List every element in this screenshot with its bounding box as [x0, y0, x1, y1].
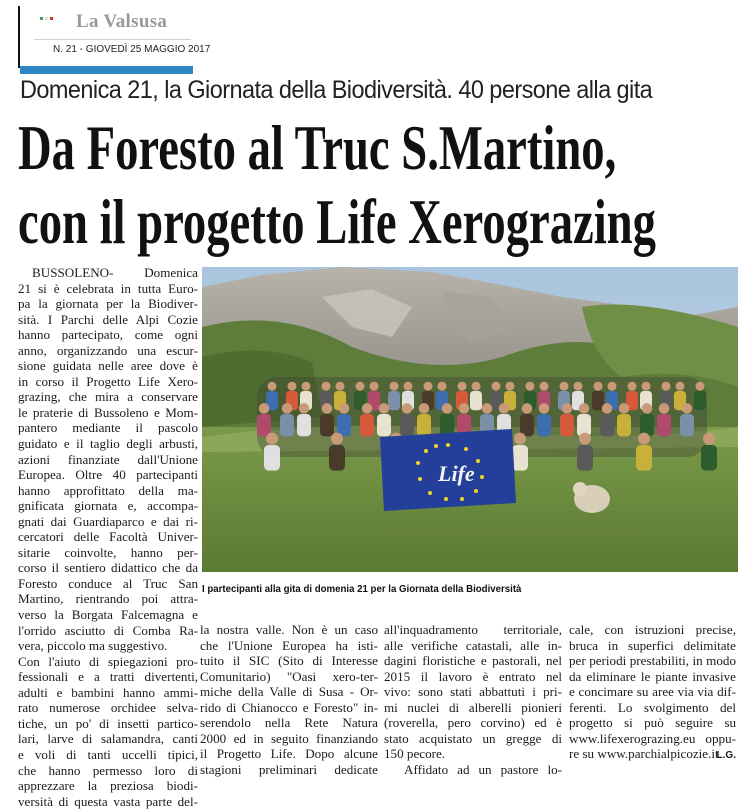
person-figure	[577, 445, 593, 471]
masthead-blue-rule	[20, 66, 193, 74]
person-head	[514, 433, 526, 445]
text-line: gnati dai Guardiaparco e dai ri-	[18, 513, 198, 529]
person-head	[682, 403, 693, 414]
person-head	[336, 382, 345, 391]
text-line: rato numerose orchidee selva-	[18, 700, 198, 716]
text-line: serendolo nella Rete Natura	[200, 715, 378, 731]
text-line: stagioni preliminari dedicate	[200, 761, 378, 777]
text-line: lari, larve di salamandra, canti	[18, 731, 198, 747]
text-line: 150 pecore.	[384, 746, 446, 762]
person-figure	[264, 445, 280, 471]
person-figure	[470, 391, 482, 410]
text-line: grazing, che mira a conservare	[18, 389, 198, 405]
person-head	[562, 403, 573, 414]
person-head	[602, 403, 613, 414]
person-head	[642, 382, 651, 391]
text-line: da eliminare le piante invasive	[569, 668, 736, 684]
text-line: cercatori delle Facoltà Univer-	[18, 529, 198, 545]
person-figure	[280, 414, 294, 436]
text-line: re su www.parchialpicozie.it.	[569, 746, 722, 762]
text-line: miche della Valle di Susa - Or-	[200, 684, 378, 700]
person-head	[662, 382, 671, 391]
person-head	[259, 403, 270, 414]
text-line: 21 si è celebrata in tutta Euro-	[18, 280, 198, 296]
text-line: vera, piccolo ma suggestivo.	[18, 638, 168, 654]
person-figure	[537, 414, 551, 436]
person-head	[288, 382, 297, 391]
person-head	[419, 403, 430, 414]
text-line: e voli di tanti uccelli tipici,	[18, 746, 198, 762]
text-line: pa la giornata per la Biodiver-	[18, 296, 198, 312]
person-head	[659, 403, 670, 414]
photo-caption: I partecipanti alla gita di domenia 21 per la Giornata della Biodiversità	[202, 583, 522, 595]
text-line: le praterie di Bussoleno e Mom-	[18, 404, 198, 420]
issue-date: N. 21 - GIOVEDÌ 25 MAGGIO 2017	[53, 44, 211, 55]
person-head	[703, 433, 715, 445]
person-head	[540, 382, 549, 391]
article-column-1	[18, 265, 198, 809]
masthead-divider	[34, 39, 191, 40]
person-head	[459, 403, 470, 414]
text-line: adulti e bambini hanno ammi-	[18, 684, 198, 700]
person-head	[492, 382, 501, 391]
person-figure	[360, 414, 374, 436]
text-line: Europea. Oltre 40 partecipanti	[18, 467, 198, 483]
eu-life-flag	[380, 429, 516, 511]
person-figure	[388, 391, 400, 410]
person-head	[438, 382, 447, 391]
person-head	[458, 382, 467, 391]
text-line: 2000 ed in seguito finanziando	[200, 730, 378, 746]
article-title-line-1: Da Foresto al Truc S.Martino,	[18, 113, 617, 183]
text-line: hanno approfittato della ma-	[18, 482, 198, 498]
person-head	[356, 382, 365, 391]
person-head	[424, 382, 433, 391]
person-head	[574, 382, 583, 391]
text-line: dagini floristiche e pastorali, nel	[384, 653, 562, 669]
text-line: sione guidata nelle aree dove è	[18, 358, 198, 374]
article-column-2	[200, 622, 378, 777]
person-figure	[377, 414, 391, 436]
person-figure	[680, 414, 694, 436]
italian-flag-icon	[40, 17, 53, 20]
text-line: tuito il SIC (Sito di Interesse	[200, 653, 378, 669]
text-line: gnificata giornata e, accompa-	[18, 498, 198, 514]
flag-life-text: Life	[438, 461, 475, 486]
text-line: progetto si può seguire su	[569, 715, 736, 731]
text-line: sità. I Parchi delle Alpi Cozie	[18, 311, 198, 327]
person-head	[268, 382, 277, 391]
article-column-3	[384, 622, 562, 777]
group-photo	[202, 267, 738, 572]
person-head	[619, 403, 630, 414]
person-head	[594, 382, 603, 391]
masthead	[18, 6, 211, 68]
article-column-4	[569, 622, 736, 762]
person-head	[442, 403, 453, 414]
person-figure	[320, 414, 334, 436]
person-head	[390, 382, 399, 391]
person-head	[676, 382, 685, 391]
person-head	[560, 382, 569, 391]
text-line: la nostra valle. Non è un caso	[200, 622, 378, 637]
text-line: rido di Chianocco e Foresto" in-	[200, 699, 378, 715]
text-line: Con l'aiuto di spiegazioni pro-	[18, 653, 198, 669]
author-signature: L.G.	[716, 750, 736, 761]
person-head	[642, 403, 653, 414]
person-figure	[512, 445, 528, 471]
text-line: bruca in superfici delimitate	[569, 637, 736, 653]
text-line: BUSSOLENO- Domenica	[32, 265, 198, 280]
person-head	[362, 403, 373, 414]
text-line: vivo: sono stati abbattuti i pri-	[384, 684, 562, 700]
person-head	[696, 382, 705, 391]
person-figure	[600, 414, 614, 436]
text-line: stato acquistato un gregge di	[384, 730, 562, 746]
text-line: in corso il Progetto Life Xero-	[18, 373, 198, 389]
text-line: versità di questa vasta parte del-	[18, 793, 198, 809]
text-line: www.lifexerograzing.eu oppu-	[569, 730, 736, 746]
person-head	[302, 382, 311, 391]
person-figure	[617, 414, 631, 436]
person-head	[339, 403, 350, 414]
text-line: corso il sentiero didattico che da	[18, 560, 198, 576]
person-head	[379, 403, 390, 414]
text-line: Foresto conduce al Truc San	[18, 575, 198, 591]
text-line: l'orrido asciutto di Comba Ra-	[18, 622, 198, 638]
person-head	[522, 403, 533, 414]
text-line: all'inquadramento territoriale,	[384, 622, 562, 637]
text-line: verso la Borgata Falcemagna e	[18, 607, 198, 623]
person-head	[539, 403, 550, 414]
person-head	[506, 382, 515, 391]
text-line: cale, con istruzioni precise,	[569, 622, 736, 637]
newspaper-name: La Valsusa	[76, 11, 168, 32]
text-line: Martino, rientrando poi attra-	[18, 591, 198, 607]
person-head	[526, 382, 535, 391]
person-head	[370, 382, 379, 391]
text-line: e concimare su aree via via dif-	[569, 684, 736, 700]
person-figure	[701, 445, 717, 471]
person-head	[331, 433, 343, 445]
article-title-line-2: con il progetto Life Xerograzing	[18, 187, 656, 257]
person-figure	[636, 445, 652, 471]
person-head	[282, 403, 293, 414]
person-head	[482, 403, 493, 414]
person-figure	[400, 414, 414, 436]
person-head	[404, 382, 413, 391]
text-line: mi nuclei di alberelli pionieri	[384, 699, 562, 715]
person-figure	[560, 414, 574, 436]
text-line: il Progetto Life. Dopo alcune	[200, 746, 378, 762]
person-figure	[329, 445, 345, 471]
text-line: che hanno permesso loro di	[18, 762, 198, 778]
person-head	[322, 403, 333, 414]
person-head	[579, 403, 590, 414]
person-head	[402, 403, 413, 414]
text-line: alle verifiche catastali, alle in-	[384, 637, 562, 653]
article-kicker: Domenica 21, la Giornata della Biodiversità. 40 persone alla gita	[20, 76, 653, 104]
text-line: fessionali e a tratti divertenti,	[18, 669, 198, 685]
person-head	[322, 382, 331, 391]
text-line: hanno partecipato, come ogni	[18, 327, 198, 343]
person-head	[266, 433, 278, 445]
text-line: che l'Unione Europea ha isti-	[200, 637, 378, 653]
text-line: apprezzare la preziosa biodi-	[18, 778, 198, 794]
text-line: tiche, un po' di insetti partico-	[18, 715, 198, 731]
person-head	[499, 403, 510, 414]
text-line: per periodi prestabiliti, in modo	[569, 653, 736, 669]
person-figure	[417, 414, 431, 436]
text-line: azioni finanziate dall'Unione	[18, 451, 198, 467]
person-head	[608, 382, 617, 391]
person-figure	[657, 414, 671, 436]
person-head	[299, 403, 310, 414]
text-line: anno, organizzando una escur-	[18, 342, 198, 358]
person-head	[579, 433, 591, 445]
text-line: ferenti. Lo svolgimento del	[569, 699, 736, 715]
person-figure	[694, 391, 706, 410]
person-head	[628, 382, 637, 391]
person-head	[638, 433, 650, 445]
text-line: sitarie coinvolte, hanno per-	[18, 544, 198, 560]
text-line: pantero mediante il pascolo	[18, 420, 198, 436]
person-figure	[297, 414, 311, 436]
person-figure	[257, 414, 271, 436]
text-line: 2015 il lavoro è entrato nel	[384, 668, 562, 684]
text-line: Affidato ad un pastore lo-	[404, 761, 562, 777]
person-head	[472, 382, 481, 391]
text-line: guidato e il taglio degli arbusti,	[18, 436, 198, 452]
text-line: Comunitario) "Oasi xero-ter-	[200, 668, 378, 684]
text-line: (roverella, pero corvino) ed è	[384, 715, 562, 731]
